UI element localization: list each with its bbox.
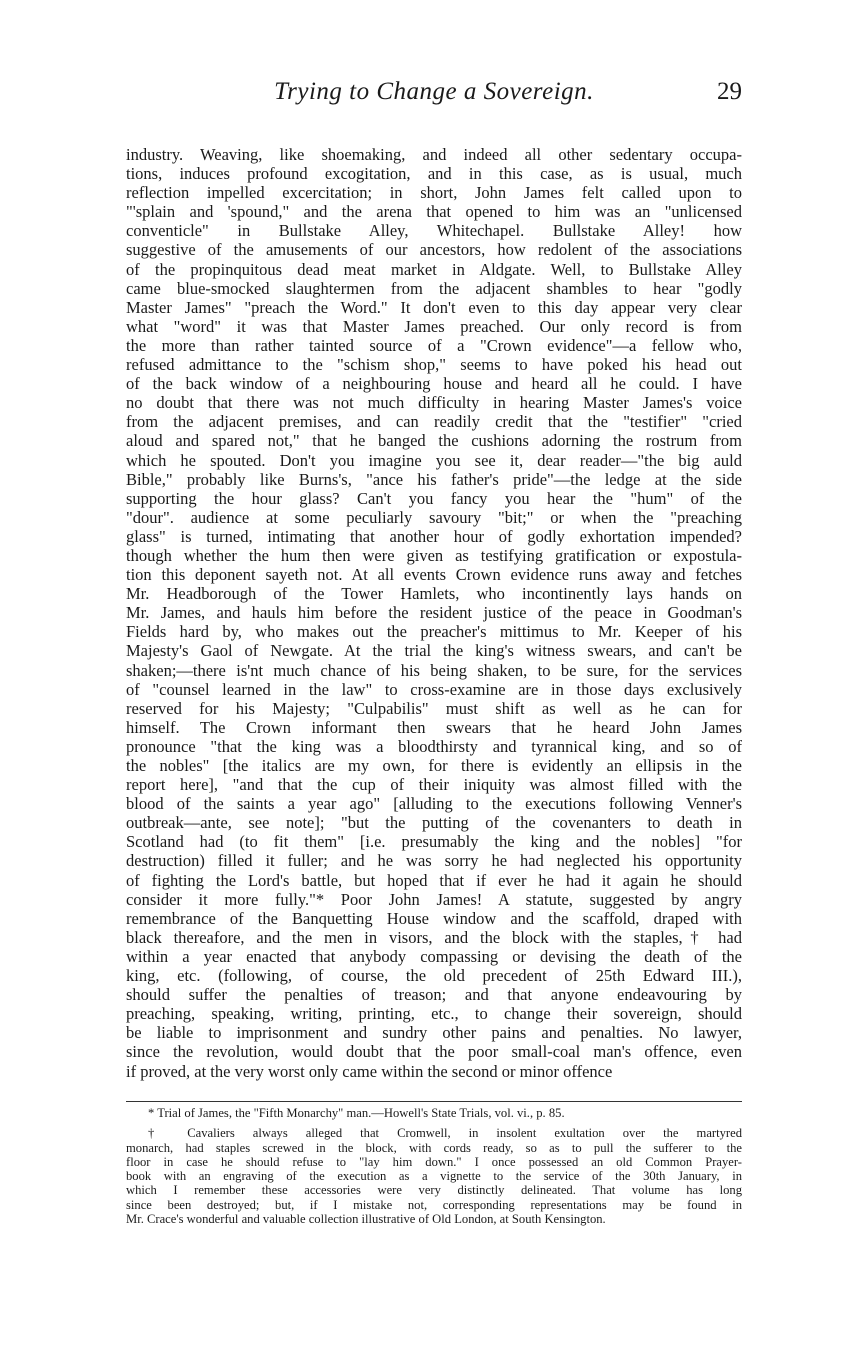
text-line: preaching, speaking, writing, printing, etc., to change their sovereign, should	[126, 1004, 742, 1024]
text-line: pronounce "that the king was a bloodthirsty and tyrannical king, and so of	[126, 736, 742, 756]
text-line: of the back window of a neighbouring house and heard all he could. I have	[126, 374, 742, 394]
text-line: Mr. James, and hauls him before the resident justice of the peace in Goodman's	[126, 603, 742, 623]
text-line: suggestive of the amusements of our ancestors, how redolent of the associations	[126, 240, 742, 260]
footnote-line: which I remember these accessories were very distinctly delineated. That volume has long	[126, 1183, 742, 1198]
page-number: 29	[717, 78, 742, 105]
text-line: reserved for his Majesty; "Culpabilis" must shift as well as he can for	[126, 698, 742, 718]
text-line: tion this deponent sayeth not. At all events Crown evidence runs away and fetches	[126, 565, 742, 585]
page-header	[126, 78, 742, 114]
text-line: Mr. Headborough of the Tower Hamlets, who incontinently lays hands on	[126, 584, 742, 604]
text-line: within a year enacted that anybody compassing or devising the death of the	[126, 946, 742, 966]
text-line: remembrance of the Banquetting House window and the scaffold, draped with	[126, 908, 742, 928]
text-line: himself. The Crown informant then swears that he heard John James	[126, 717, 742, 737]
text-line: report here], "and that the cup of their iniquity was almost filled with the	[126, 775, 742, 795]
text-line: no doubt that there was not much difficulty in hearing Master James's voice	[126, 393, 742, 413]
text-line: which he spouted. Don't you imagine you see it, dear reader—"the big auld	[126, 450, 742, 470]
text-line: the more than rather tainted source of a "Crown evidence"—a fellow who,	[126, 335, 742, 355]
text-line: consider it more fully."* Poor John James! A statute, suggested by angry	[126, 889, 742, 909]
footnote-line: monarch, had staples screwed in the block, with cords ready, so as to pull the sufferer to the	[126, 1140, 742, 1155]
text-line: what "word" it was that Master James preached. Our only record is from	[126, 316, 742, 336]
footnote-line: * Trial of James, the "Fifth Monarchy" man.—Howell's State Trials, vol. vi., p. 85.	[148, 1106, 565, 1120]
text-line: of fighting the Lord's battle, but hoped that if ever he had it again he should	[126, 870, 742, 890]
footnote-line: since been destroyed; but, if I mistake not, corresponding representations may be found in	[126, 1197, 742, 1212]
text-line: "'splain and 'spound," and the arena that opened to him was an "unlicensed	[126, 202, 742, 222]
text-line: should suffer the penalties of treason; and that anyone endeavouring by	[126, 985, 742, 1005]
text-line: be liable to imprisonment and sundry other pains and penalties. No lawyer,	[126, 1023, 742, 1043]
text-line: refused admittance to the "schism shop," seems to have poked his head out	[126, 355, 742, 375]
text-line: Bible," probably like Burns's, "ance his father's pride"—the ledge at the side	[126, 469, 742, 489]
footnote-line: Mr. Crace's wonderful and valuable collection illustrative of Old London, at South Kensington.	[126, 1212, 606, 1227]
text-line: outbreak—ante, see note]; "but the putting of the covenanters to death in	[126, 813, 742, 833]
text-line: industry. Weaving, like shoemaking, and indeed all other sedentary occupa-	[126, 145, 742, 164]
footnotes	[126, 1106, 742, 1226]
footnote-divider	[126, 1101, 742, 1102]
text-line: black thereafore, and the men in visors, and the block with the staples,† had	[126, 927, 742, 947]
text-line: shaken;—there is'nt much chance of his being shaken, to be sure, for the services	[126, 660, 742, 680]
text-line: though whether the hum then were given as testifying gratification or expostula-	[126, 545, 742, 565]
text-line: Master James" "preach the Word." It don't even to this day appear very clear	[126, 297, 742, 317]
text-line: the nobles" [the italics are my own, for there is evidently an ellipsis in the	[126, 756, 742, 775]
text-line: "dour". audience at some peculiarly savoury "bit;" or when the "preaching	[126, 507, 742, 527]
text-line: of "counsel learned in the law" to cross-examine are in those days exclusively	[126, 679, 742, 699]
text-line: blood of the saints a year ago" [alluding to the executions following Venner's	[126, 794, 742, 814]
text-line: Fields hard by, who makes out the preacher's mittimus to Mr. Keeper of his	[126, 622, 742, 642]
text-line: if proved, at the very worst only came within the second or minor offence	[126, 1061, 613, 1081]
text-line: conventicle" in Bullstake Alley, Whitechapel. Bullstake Alley! how	[126, 221, 742, 241]
text-line: Majesty's Gaol of Newgate. At the trial the king's witness swears, and can't be	[126, 641, 742, 661]
text-line: from the adjacent premises, and can readily credit that the "testifier" "cried	[126, 412, 742, 432]
text-line: reflection impelled excercitation; in short, John James felt called upon to	[126, 183, 742, 203]
text-line: since the revolution, would doubt that the poor small-coal man's offence, even	[126, 1042, 742, 1062]
text-line: Scotland had (to fit them" [i.e. presumably the king and the nobles] "for	[126, 832, 742, 852]
footnote-cavaliers	[126, 1126, 742, 1226]
text-line: supporting the hour glass? Can't you fancy you hear the "hum" of the	[126, 488, 742, 508]
text-line: of the propinquitous dead meat market in Aldgate. Well, to Bullstake Alley	[126, 259, 742, 279]
text-line: came blue-smocked slaughtermen from the adjacent shambles to hear "godly	[126, 278, 742, 298]
text-line: glass" is turned, intimating that another hour of godly exhortation impended?	[126, 526, 742, 546]
text-line: destruction) filled it fuller; and he was sorry he had neglected his opportunity	[126, 851, 742, 871]
footnote-line: book with an engraving of the execution as a vignette to the service of the 30th January, in	[126, 1169, 742, 1184]
running-title: Trying to Change a Sovereign.	[274, 78, 594, 105]
body-text	[126, 145, 742, 1081]
text-line: tions, induces profound excogitation, and in this case, as is usual, much	[126, 164, 742, 184]
text-line: king, etc. (following, of course, the old precedent of 25th Edward III.),	[126, 966, 742, 986]
text-line: aloud and spared not," that he banged the cushions adorning the rostrum from	[126, 431, 742, 451]
footnote-line: † Cavaliers always alleged that Cromwell, in insolent exultation over the martyred	[148, 1126, 742, 1141]
footnote-trial-of-james	[126, 1106, 742, 1120]
footnote-line: floor in case he should refuse to "lay him down." I once possessed an old Common Prayer-	[126, 1154, 742, 1169]
